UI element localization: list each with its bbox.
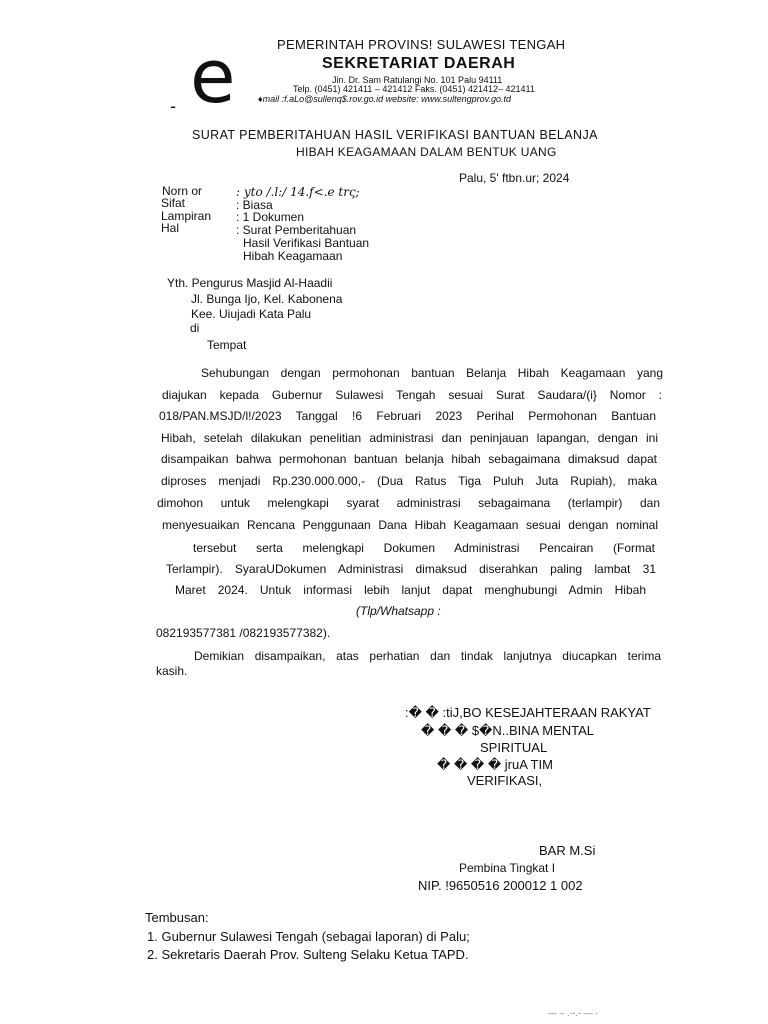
government-logo: e — [190, 34, 236, 120]
meta-label-sifat: Sifat — [161, 196, 186, 210]
recipient-line4: di — [190, 321, 200, 335]
body-line-1: Sehubungan dengan permohonan bantuan Belanja Hibah Keagamaan yang — [201, 366, 663, 380]
body-line-2: diajukan kepada Gubernur Sulawesi Tengah sesuai Surat Saudara/(i} Nomor : — [162, 388, 662, 402]
footer-scan-mark: — – .·-.- — · — [548, 1008, 598, 1018]
signatory-name: BAR M.Si — [539, 843, 596, 858]
tembusan-heading: Tembusan: — [145, 910, 209, 925]
letterhead-phone: Telp. (0451) 421411 – 421412 Faks. (0451) 421412– 421411 — [293, 84, 535, 94]
body-line-10: Terlampir). SyaraUDokumen Administrasi dimaksud diserahkan paling lambat 31 — [166, 562, 656, 576]
meta-label-hal: Hal — [161, 221, 180, 235]
body-line-6: diproses menjadi Rp.230.000.000,- (Dua Ratus Tiga Puluh Juta Rupiah), maka — [161, 474, 657, 488]
letterhead-office: SEKRETARIAT DAERAH — [322, 55, 516, 72]
body-line-3: 018/PAN.MSJD/l!/2023 Tanggal !6 Februari 2023 Perihal Permohonan Bantuan — [159, 409, 656, 423]
recipient-line2: Jl. Bunga Ijo, Kel. Kabonena — [191, 292, 343, 306]
letter-date: Palu, 5' ftbn.ur; 2024 — [459, 171, 570, 185]
tembusan-item-2: 2. Sekretaris Daerah Prov. Sulteng Selaku Ketua TAPD. — [147, 947, 469, 962]
body-line-7: dimohon untuk melengkapi syarat administrasi sebagaimana (terlampir) dan — [157, 496, 660, 510]
meta-hal-value-line2: Hasil Verifikasi Bantuan — [243, 236, 370, 250]
meta-lampiran-value: : 1 Dokumen — [236, 210, 305, 224]
recipient-line1: Yth. Pengurus Masjid Al-Haadii — [167, 276, 333, 290]
meta-hal-value-line3: Hibah Keagamaan — [243, 249, 343, 263]
signatory-title-line3: SPIRITUAL — [480, 740, 548, 755]
meta-hal-value-line1: : Surat Pemberitahuan — [236, 223, 357, 237]
letter-title-line1: SURAT PEMBERITAHUAN HASIL VERIFIKASI BANTUAN BELANJA — [192, 128, 598, 142]
tembusan-item-1: 1. Gubernur Sulawesi Tengah (sebagai laporan) di Palu; — [147, 929, 470, 944]
signatory-nip: NIP. !9650516 200012 1 002 — [418, 878, 583, 893]
closing-line-2: kasih. — [156, 664, 188, 678]
signatory-title-line4: � � � � jruA TIM — [437, 757, 553, 772]
letterhead-email: ♦mail :f.aLo@sullenq$.rov.go.id website: www.sultengprov.go.td — [258, 94, 512, 104]
letter-title-line2: HIBAH KEAGAMAAN DALAM BENTUK UANG — [296, 145, 557, 159]
body-line-12: (Tlp/Whatsapp : — [356, 604, 441, 618]
recipient-line5: Tempat — [207, 338, 247, 352]
meta-label-nomor: Norn or — [162, 184, 203, 198]
meta-sifat-value: : Biasa — [236, 198, 273, 212]
logo-dash: - — [170, 96, 176, 116]
letterhead-address: Jin. Dr. Sam Ratulangi No. 101 Palu 94111 — [332, 75, 503, 85]
closing-line-1: Demikian disampaikan, atas perhatian dan tindak lanjutnya diucapkan terima — [194, 649, 661, 663]
meta-label-lampiran: Lampiran — [161, 209, 212, 223]
body-line-9: tersebut serta melengkapi Dokumen Administrasi Pencairan (Format — [193, 541, 655, 555]
signatory-title-line1: :� � :tiJ,BO KESEJAHTERAAN RAKYAT — [405, 705, 651, 720]
body-line-4: Hibah, setelah dilakukan penelitian administrasi dan peninjauan lapangan, dengan ini — [161, 431, 658, 445]
body-line-5: disampaikan bahwa permohonan bantuan belanja hibah sebagaimana dimaksud dapat — [161, 452, 657, 466]
signatory-title-line5: VERIFIKASI, — [467, 773, 543, 788]
body-line-11: Maret 2024. Untuk informasi lebih lanjut dapat menghubungi Admin Hibah — [175, 583, 646, 597]
meta-nomor-value: : yto /‪‬.l:∕ 14.f<.e trς; — [236, 185, 360, 199]
body-line-13: 082193577381 /082193577382). — [156, 626, 331, 640]
signatory-rank: Pembina Tingkat I — [459, 861, 556, 875]
body-line-8: menyesuaikan Rencana Penggunaan Dana Hibah Keagamaan sesuai dengan nominal — [162, 518, 658, 532]
letterhead-government: PEMERINTAH PROVINS! SULAWESI TENGAH — [277, 37, 566, 52]
recipient-line3: Kee. Uiujadi Kata Palu — [191, 307, 312, 321]
signatory-title-line2: � � � $�N..BINA MENTAL — [421, 723, 594, 738]
